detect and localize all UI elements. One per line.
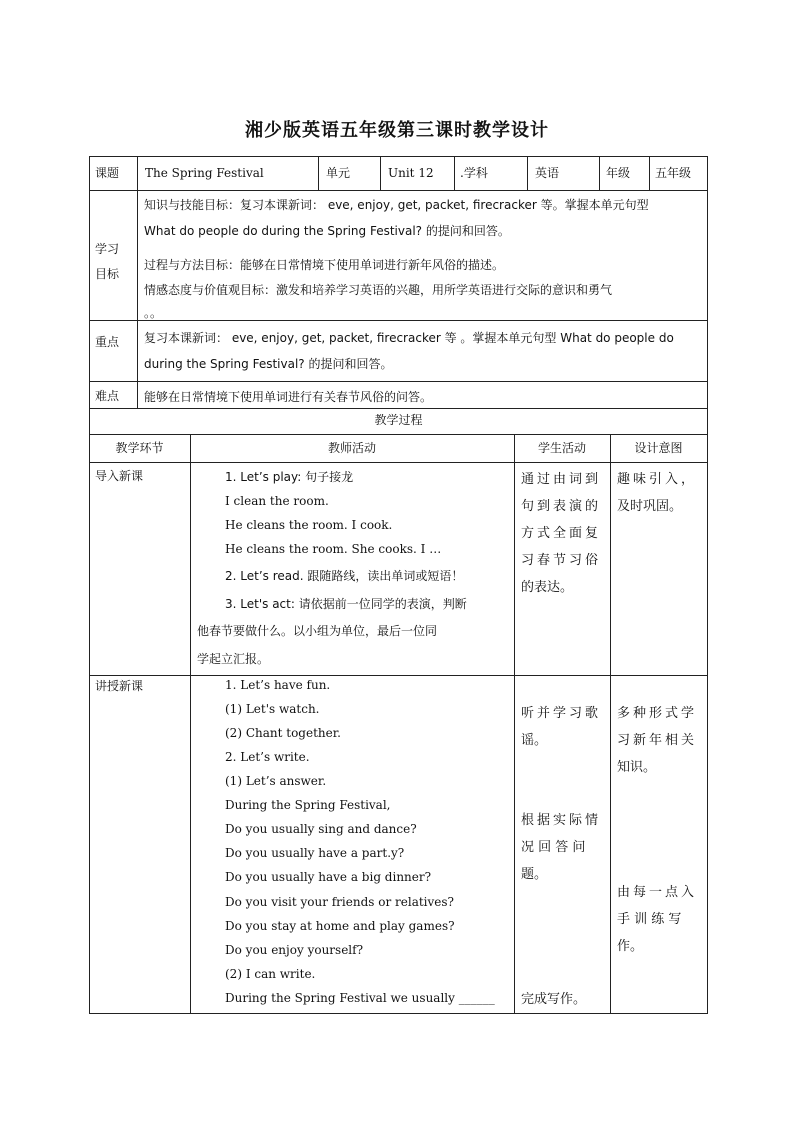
objective-line: What do people do during the Spring Festival? 的提问和回答。 — [144, 224, 510, 238]
key-points-label: 重点 — [95, 335, 120, 349]
teacher-line: (2) I can write. — [225, 967, 316, 981]
intent-line: 趣味引入， — [617, 472, 698, 487]
intent-line: 手 训 练 写 — [617, 912, 682, 927]
objective-line: 知识与技能目标：复习本课新词： eve, enjoy, get, packet, firecracker 等。掌握本单元句型 — [144, 198, 649, 212]
teacher-line: During the Spring Festival we usually ______ — [225, 991, 495, 1005]
subject-label: .学科 — [460, 166, 488, 180]
student-line: 听并学习歌 — [521, 706, 602, 721]
key-points-line: 复习本课新词： eve, enjoy, get, packet, firecracker 等 。掌握本单元句型 What do people do — [144, 331, 674, 345]
teacher-line: 1. Let’s play: 句子接龙 — [225, 470, 354, 484]
difficulty-text: 能够在日常情境下使用单词进行有关春节风俗的问答。 — [144, 390, 433, 404]
unit-value: Unit 12 — [388, 166, 434, 180]
student-line: 谣。 — [521, 733, 548, 748]
unit-label: 单元 — [326, 166, 351, 180]
intent-line: 习新年相关 — [617, 733, 698, 748]
teacher-line: (1) Let's watch. — [225, 702, 320, 716]
column-header: 设计意图 — [634, 441, 683, 455]
teacher-line: He cleans the room. She cooks. I … — [225, 542, 442, 556]
topic-value: The Spring Festival — [145, 166, 264, 180]
subject-value: 英语 — [535, 166, 560, 180]
teacher-line: He cleans the room. I cook. — [225, 518, 393, 532]
column-header: 学生活动 — [537, 441, 586, 455]
student-line: 通过由词到 — [521, 472, 602, 487]
topic-label: 课题 — [95, 166, 120, 180]
teacher-line: Do you usually sing and dance? — [225, 822, 417, 836]
teacher-line: 学起立汇报。 — [197, 652, 270, 666]
teacher-line: Do you usually have a part.y? — [225, 846, 405, 860]
teacher-line: (1) Let’s answer. — [225, 774, 327, 788]
student-line: 根据实际情 — [521, 813, 602, 828]
intent-line: 作。 — [617, 939, 644, 954]
key-points-line: during the Spring Festival? 的提问和回答。 — [144, 357, 393, 371]
column-header: 教师活动 — [327, 441, 376, 455]
intent-line: 知识。 — [617, 760, 657, 775]
student-line: 完成写作。 — [521, 992, 587, 1007]
grade-label: 年级 — [606, 166, 631, 180]
column-header: 教学环节 — [115, 441, 164, 455]
student-line: 方式全面复 — [521, 526, 602, 541]
objective-line: 情感态度与价值观目标：激发和培养学习英语的兴趣，用所学英语进行交际的意识和勇气 — [144, 283, 613, 297]
teacher-line: During the Spring Festival, — [225, 798, 391, 812]
grade-value: 五年级 — [655, 166, 692, 180]
teacher-line: 1. Let’s have fun. — [225, 678, 331, 692]
teacher-line: (2) Chant together. — [225, 726, 341, 740]
teacher-line: Do you usually have a big dinner? — [225, 870, 432, 884]
intent-line: 由每一点入 — [617, 885, 698, 900]
stage-label: 讲授新课 — [95, 679, 144, 693]
teacher-line: Do you stay at home and play games? — [225, 919, 455, 933]
intent-line: 及时巩固。 — [617, 499, 683, 514]
student-line: 的表达。 — [521, 580, 574, 595]
teacher-line: 3. Let's act: 请依据前一位同学的表演，判断 — [225, 597, 467, 611]
process-header: 教学过程 — [374, 413, 423, 427]
student-line: 题。 — [521, 867, 548, 882]
teacher-line: 他春节要做什么。以小组为单位，最后一位同 — [197, 624, 438, 638]
difficulty-label: 难点 — [95, 389, 120, 403]
student-line: 况 回 答 问 — [521, 840, 586, 855]
objectives-label-2: 目标 — [95, 267, 120, 281]
document-title: 湘少版英语五年级第三课时教学设计 — [245, 120, 549, 141]
student-line: 句到表演的 — [521, 499, 602, 514]
objective-line: 过程与方法目标：能够在日常情境下使用单词进行新年风俗的描述。 — [144, 258, 505, 272]
teacher-line: 2. Let’s write. — [225, 750, 310, 764]
intent-line: 多种形式学 — [617, 706, 698, 721]
teacher-line: I clean the room. — [225, 494, 329, 508]
stage-label: 导入新课 — [95, 469, 144, 483]
teacher-line: Do you enjoy yourself? — [225, 943, 364, 957]
student-line: 习春节习俗 — [521, 553, 602, 568]
teacher-line: Do you visit your friends or relatives? — [225, 895, 454, 909]
objective-line: 。。 — [144, 306, 163, 320]
objectives-label-1: 学习 — [95, 242, 120, 256]
teacher-line: 2. Let’s read. 跟随路线，读出单词或短语！ — [225, 569, 464, 583]
